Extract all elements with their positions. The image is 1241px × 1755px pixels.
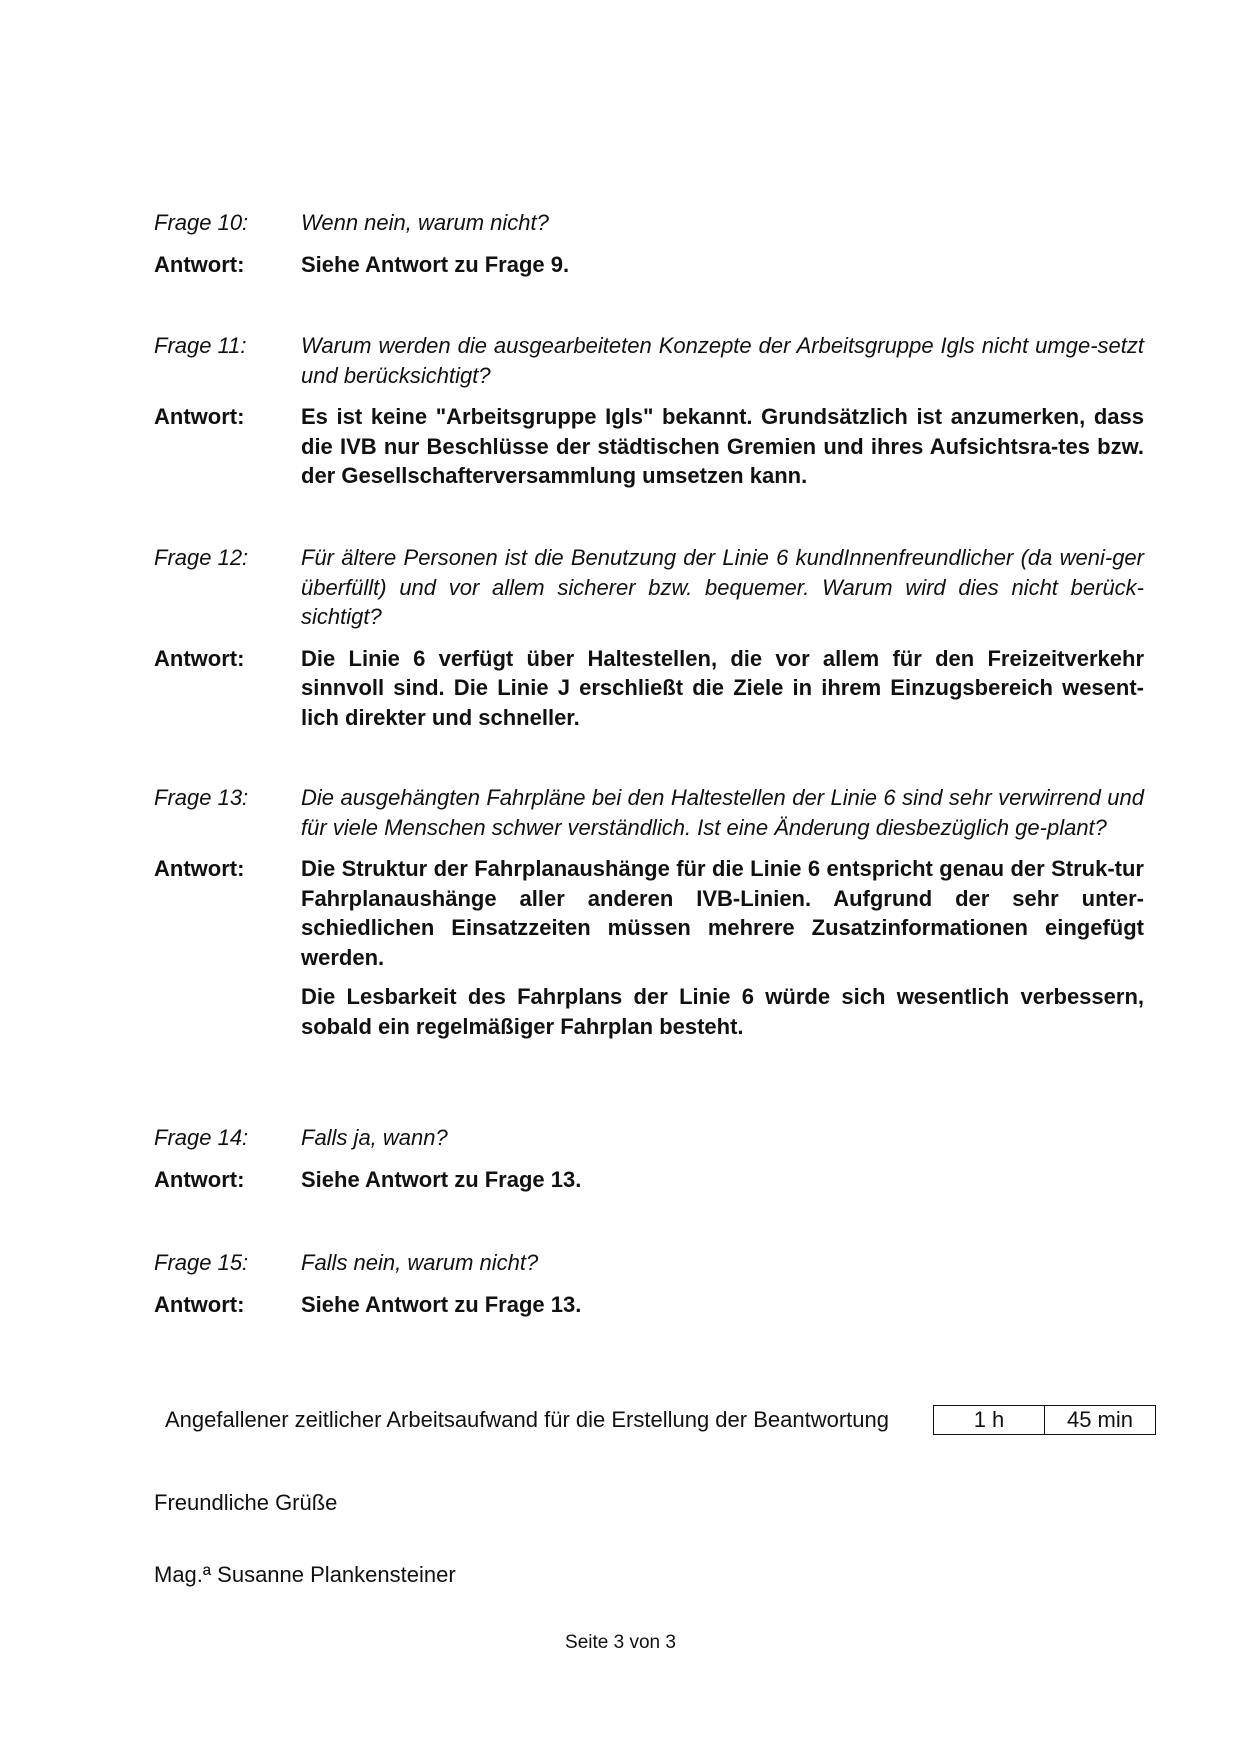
question-row bbox=[154, 783, 1144, 842]
question-text: Wenn nein, warum nicht? bbox=[301, 210, 549, 235]
question-text: Falls ja, wann? bbox=[301, 1125, 448, 1150]
effort-box bbox=[933, 1405, 1156, 1435]
answer-row bbox=[154, 1165, 1144, 1195]
answer-text: Siehe Antwort zu Frage 13. bbox=[301, 1291, 582, 1317]
answer-row-continued bbox=[154, 982, 1144, 1041]
effort-row bbox=[165, 1404, 1156, 1435]
question-row bbox=[154, 543, 1144, 632]
answer-label: Antwort: bbox=[154, 404, 245, 429]
answer-text: Die Struktur der Fahrplanaushänge für die Linie 6 entspricht genau der Struk-tur Fahrplanaushänge aller anderen IVB-Linien. Aufgrund der sehr unter-schiedlichen Einsatzzeiten müssen mehrere Zusatzinformationen eingefügt werden. bbox=[301, 856, 1144, 970]
qa-block-10 bbox=[154, 208, 1144, 279]
signature: Mag.ª Susanne Plankensteiner bbox=[154, 1562, 456, 1587]
answer-label: Antwort: bbox=[154, 1166, 245, 1192]
answer-label: Antwort: bbox=[154, 251, 245, 277]
question-row bbox=[154, 208, 1144, 238]
question-row bbox=[154, 331, 1144, 390]
qa-block-14 bbox=[154, 1123, 1144, 1194]
qa-block-11 bbox=[154, 331, 1144, 491]
effort-minutes: 45 min bbox=[1044, 1406, 1155, 1434]
answer-text: Die Linie 6 verfügt über Haltestellen, die vor allem für den Freizeitverkehr sinnvoll sind. Die Linie J erschließt die Ziele in ihrem Einzugsbereich wesent-lich direkter und schneller. bbox=[301, 645, 1144, 730]
answer-row bbox=[154, 854, 1144, 972]
answer-text: Die Lesbarkeit des Fahrplans der Linie 6 würde sich wesentlich verbessern, sobald ein regelmäßiger Fahrplan besteht. bbox=[301, 984, 1144, 1039]
answer-row bbox=[154, 402, 1144, 491]
answer-text: Siehe Antwort zu Frage 9. bbox=[301, 251, 570, 277]
question-label: Frage 10: bbox=[154, 210, 249, 235]
qa-block-12 bbox=[154, 543, 1144, 732]
qa-block-15 bbox=[154, 1248, 1144, 1319]
question-text: Warum werden die ausgearbeiteten Konzepte der Arbeitsgruppe Igls nicht umge-setzt und berücksichtigt? bbox=[301, 333, 1144, 388]
greeting: Freundliche Grüße bbox=[154, 1490, 338, 1515]
question-label: Frage 11: bbox=[154, 333, 247, 358]
qa-block-13 bbox=[154, 783, 1144, 1041]
answer-label: Antwort: bbox=[154, 645, 245, 671]
answer-row bbox=[154, 250, 1144, 280]
question-label: Frage 15: bbox=[154, 1250, 249, 1275]
answer-row bbox=[154, 644, 1144, 733]
question-row bbox=[154, 1248, 1144, 1278]
question-text: Falls nein, warum nicht? bbox=[301, 1250, 539, 1275]
question-text: Für ältere Personen ist die Benutzung der Linie 6 kundInnenfreundlicher (da weni-ger überfüllt) und vor allem sicherer bzw. bequemer. Warum wird dies nicht berück-sichtigt? bbox=[301, 545, 1144, 629]
question-text: Die ausgehängten Fahrpläne bei den Haltestellen der Linie 6 sind sehr verwirrend und für viele Menschen schwer verständlich. Ist eine Änderung diesbezüglich ge-plant? bbox=[301, 785, 1144, 840]
answer-text: Siehe Antwort zu Frage 13. bbox=[301, 1166, 582, 1192]
effort-label: Angefallener zeitlicher Arbeitsaufwand für die Erstellung der Beantwortung bbox=[165, 1406, 889, 1432]
question-row bbox=[154, 1123, 1144, 1153]
effort-hours: 1 h bbox=[973, 1406, 1005, 1432]
answer-label: Antwort: bbox=[154, 1291, 245, 1317]
page-footer: Seite 3 von 3 bbox=[565, 1632, 676, 1653]
answer-label: Antwort: bbox=[154, 856, 245, 881]
answer-row bbox=[154, 1290, 1144, 1320]
answer-text: Es ist keine "Arbeitsgruppe Igls" bekannt. Grundsätzlich ist anzumerken, dass die IVB nur Beschlüsse der städtischen Gremien und ihres Aufsichtsra-tes bzw. der Gesellschafterversammlung umsetzen kann. bbox=[301, 404, 1144, 488]
question-label: Frage 12: bbox=[154, 545, 249, 570]
question-label: Frage 13: bbox=[154, 785, 249, 810]
question-label: Frage 14: bbox=[154, 1125, 249, 1150]
